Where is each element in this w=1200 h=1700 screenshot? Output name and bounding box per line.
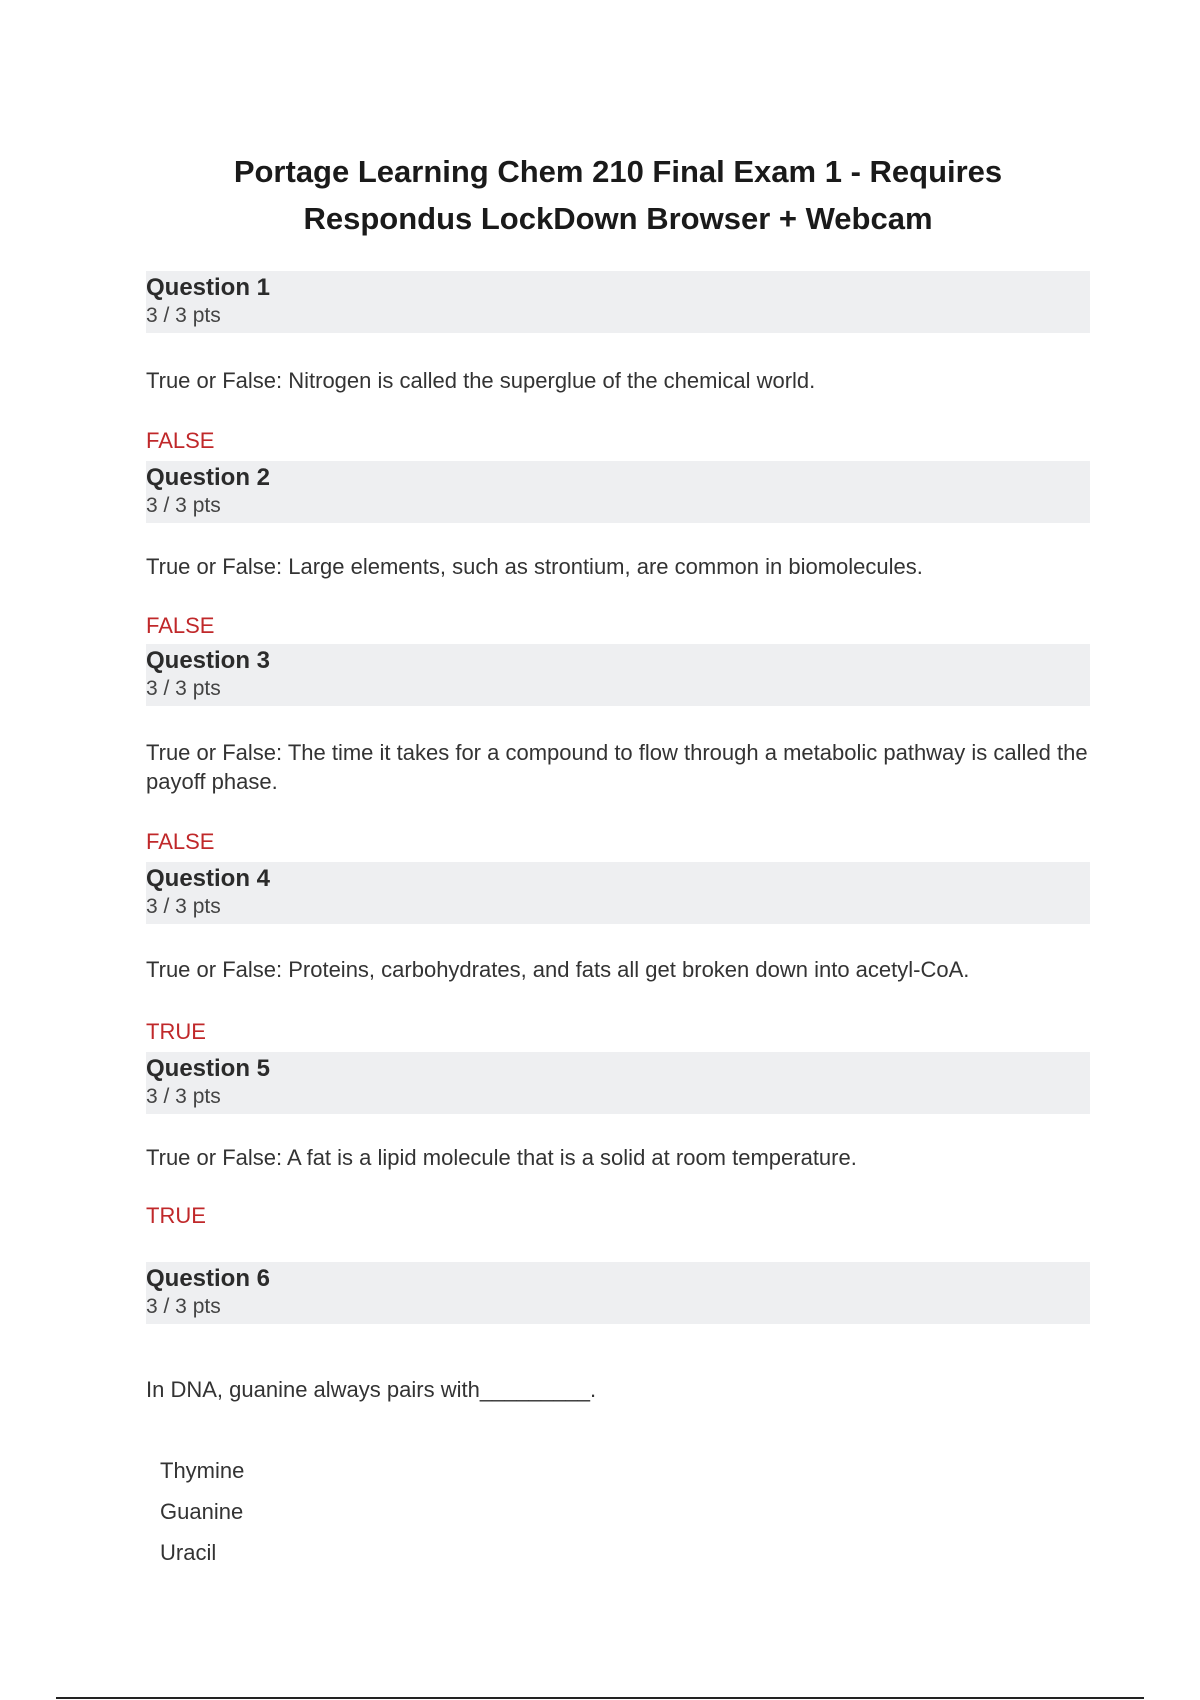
exam-document-page bbox=[146, 0, 1090, 1700]
answer-text: TRUE bbox=[146, 1203, 206, 1228]
question-header bbox=[146, 862, 1090, 924]
question-title: Question 2 bbox=[146, 464, 271, 491]
question-points: 3 / 3 pts bbox=[146, 677, 221, 700]
question-points: 3 / 3 pts bbox=[146, 1295, 221, 1318]
answer-text: FALSE bbox=[146, 428, 215, 453]
question-header bbox=[146, 1052, 1090, 1114]
question-header bbox=[146, 644, 1090, 706]
document-title bbox=[146, 148, 1090, 242]
question-points: 3 / 3 pts bbox=[146, 895, 221, 918]
question-text: True or False: Nitrogen is called the superglue of the chemical world. bbox=[146, 368, 816, 393]
question-title: Question 5 bbox=[146, 1055, 271, 1082]
question-text: In DNA, guanine always pairs with_________. bbox=[146, 1377, 597, 1402]
page-bottom-rule bbox=[56, 1697, 1144, 1699]
title-line-2: Respondus LockDown Browser + Webcam bbox=[303, 201, 933, 236]
question-points: 3 / 3 pts bbox=[146, 1085, 221, 1108]
title-line-1: Portage Learning Chem 210 Final Exam 1 - Requires bbox=[233, 154, 1003, 189]
question-text: True or False: The time it takes for a compound to flow through a metabolic pathway is called the payoff phase. bbox=[146, 740, 1088, 794]
answer-text: FALSE bbox=[146, 829, 215, 854]
question-text: True or False: Large elements, such as strontium, are common in biomolecules. bbox=[146, 554, 923, 579]
question-title: Question 3 bbox=[146, 647, 271, 674]
question-text: True or False: Proteins, carbohydrates, and fats all get broken down into acetyl-CoA. bbox=[146, 957, 970, 982]
question-header bbox=[146, 461, 1090, 523]
answer-option: Uracil bbox=[160, 1540, 217, 1565]
answer-text: FALSE bbox=[146, 613, 215, 638]
question-title: Question 4 bbox=[146, 865, 271, 892]
question-title: Question 1 bbox=[146, 274, 271, 301]
question-points: 3 / 3 pts bbox=[146, 494, 221, 517]
question-points: 3 / 3 pts bbox=[146, 304, 221, 327]
answer-option: Guanine bbox=[160, 1499, 244, 1524]
question-title: Question 6 bbox=[146, 1265, 271, 1292]
question-header bbox=[146, 271, 1090, 333]
answer-option: Thymine bbox=[160, 1458, 245, 1483]
question-text: True or False: A fat is a lipid molecule that is a solid at room temperature. bbox=[146, 1145, 857, 1170]
answer-text: TRUE bbox=[146, 1019, 206, 1044]
question-header bbox=[146, 1262, 1090, 1324]
